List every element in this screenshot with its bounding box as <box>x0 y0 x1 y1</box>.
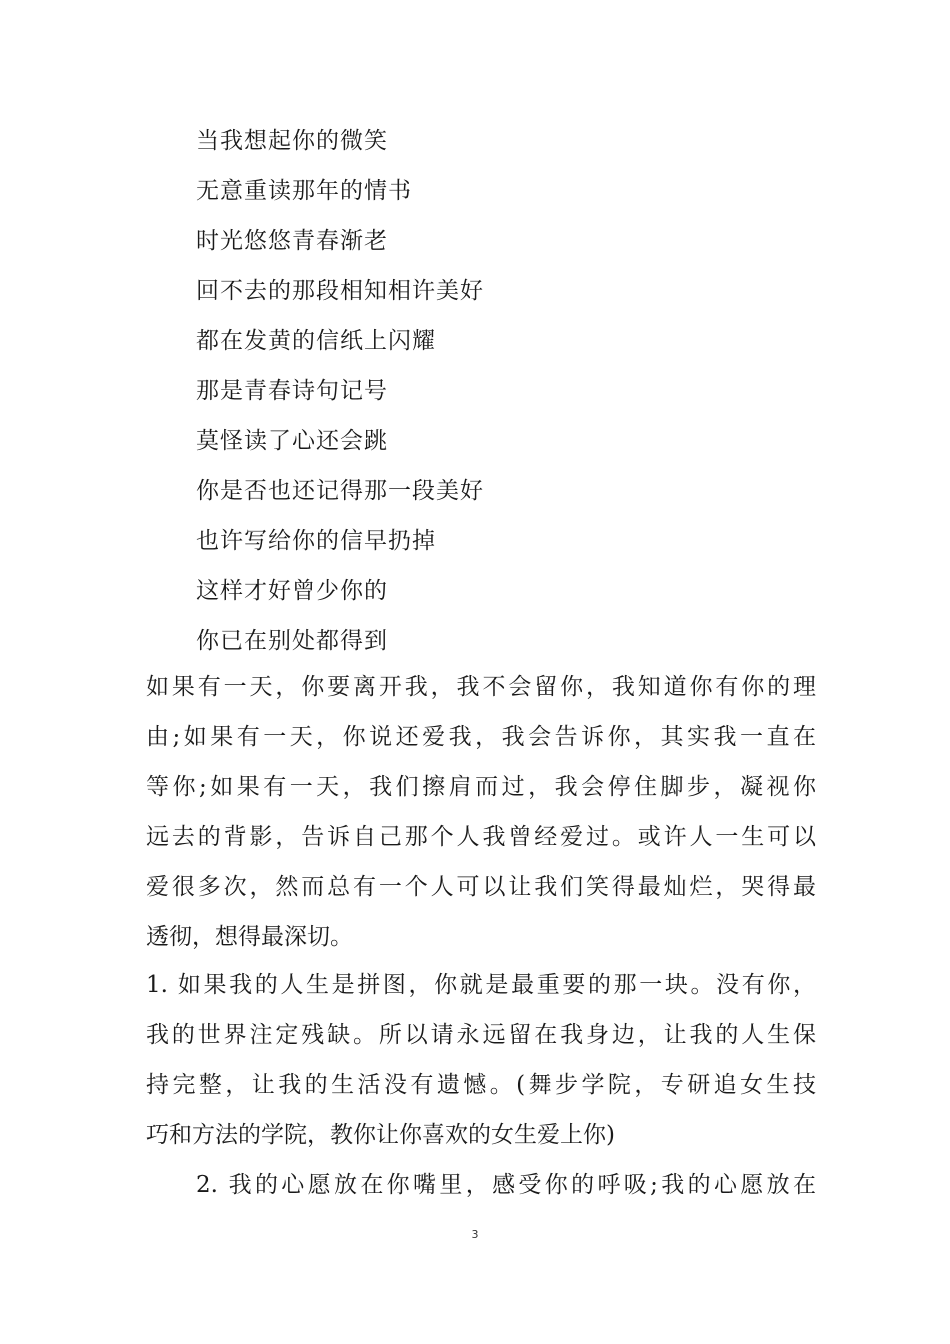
paragraph-line: 透彻，想得最深切。 <box>146 924 353 950</box>
poem-line: 当我想起你的微笑 <box>196 128 388 154</box>
poem-line: 这样才好曾少你的 <box>196 578 388 604</box>
paragraph-line: 等你;如果有一天，我们擦肩而过，我会停住脚步，凝视你 <box>146 774 816 800</box>
poem-line: 无意重读那年的情书 <box>196 178 412 204</box>
poem-line: 你已在别处都得到 <box>196 628 388 654</box>
paragraph-line: 巧和方法的学院，教你让你喜欢的女生爱上你) <box>146 1122 615 1148</box>
page-number: 3 <box>471 1228 479 1241</box>
poem-block <box>196 116 836 666</box>
paragraph-line: 我的世界注定残缺。所以请永远留在我身边，让我的人生保 <box>146 1022 816 1048</box>
poem-line: 时光悠悠青春渐老 <box>196 228 388 254</box>
paragraph-line: 远去的背影，告诉自己那个人我曾经爱过。或许人一生可以 <box>146 824 816 850</box>
poem-line: 回不去的那段相知相许美好 <box>196 278 484 304</box>
poem-line: 都在发黄的信纸上闪耀 <box>196 328 436 354</box>
paragraph-line: 爱很多次，然而总有一个人可以让我们笑得最灿烂，哭得最 <box>146 874 816 900</box>
paragraph-item-2 <box>196 1160 816 1210</box>
paragraph-line: 持完整，让我的生活没有遗憾。(舞步学院，专研追女生技 <box>146 1072 816 1098</box>
paragraph-item-1 <box>146 960 816 1160</box>
paragraph-line: 2. 我的心愿放在你嘴里，感受你的呼吸;我的心愿放在 <box>196 1172 816 1198</box>
paragraph-line: 1. 如果我的人生是拼图，你就是最重要的那一块。没有你， <box>146 972 816 998</box>
poem-line: 你是否也还记得那一段美好 <box>196 478 484 504</box>
paragraph-if-one-day <box>146 662 816 962</box>
paragraph-line: 如果有一天，你要离开我，我不会留你，我知道你有你的理 <box>146 674 816 700</box>
poem-line: 莫怪读了心还会跳 <box>196 428 388 454</box>
poem-line: 也许写给你的信早扔掉 <box>196 528 436 554</box>
paragraph-line: 由;如果有一天，你说还爱我，我会告诉你，其实我一直在 <box>146 724 816 750</box>
poem-line: 那是青春诗句记号 <box>196 378 388 404</box>
